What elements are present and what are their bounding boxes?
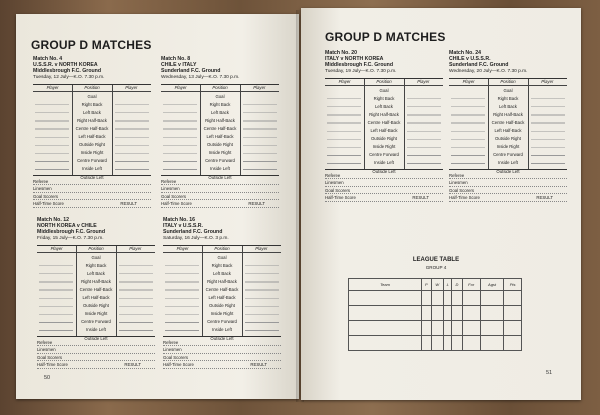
match-date: Saturday, 16 July—K.O. 3 p.m. [163, 235, 229, 241]
result-label: RESULT [248, 201, 265, 207]
position-label: Inside Left [498, 160, 518, 166]
position-label: Outside Left [372, 168, 396, 174]
position-label: Right Half-Back [77, 117, 107, 123]
match-ground: Middlesbrough F.C. Ground [37, 229, 106, 236]
referee-line: Referee [33, 178, 151, 186]
position-label: Centre Forward [369, 152, 399, 158]
goal-scorers-line: Goal Scorers [163, 354, 281, 362]
position-label: Outside Right [78, 142, 106, 148]
header-player: Player [176, 245, 189, 251]
position-label: Outside Right [208, 303, 236, 309]
half-time-label: Half-Time Score [33, 201, 64, 207]
header-position: Position [212, 84, 228, 90]
match-teams: CHILE v U.S.S.R. [449, 56, 491, 63]
position-label: Inside Right [80, 150, 104, 156]
position-label: Left Back [83, 109, 101, 115]
match-date: Tuesday, 12 July—K.O. 7.30 p.m. [33, 74, 105, 80]
linesmen-line: Linesmen [449, 179, 567, 187]
position-label: Inside Right [210, 311, 234, 317]
position-label: Left Half-Back [370, 128, 398, 134]
goal-scorers-line: Goal Scorers [161, 193, 279, 201]
player-lines[interactable] [451, 91, 485, 167]
position-label: Outside Left [496, 168, 520, 174]
league-table-title: LEAGUE TABLE [412, 257, 460, 263]
position-label: Inside Right [496, 144, 520, 150]
position-label: Inside Left [210, 166, 230, 172]
linesmen-line: Linesmen [37, 346, 155, 354]
match-date: Wednesday, 13 July—K.O. 7.30 p.m. [161, 74, 240, 80]
player-lines[interactable] [35, 97, 69, 173]
header-player: Player [174, 84, 187, 90]
table-row [349, 291, 522, 306]
table-row [349, 306, 522, 321]
header-player: Player [253, 84, 266, 90]
position-label: Inside Right [84, 311, 108, 317]
match-block [325, 50, 443, 202]
header-position: Position [88, 245, 104, 251]
position-label: Right Half-Back [81, 278, 111, 284]
half-time-label: Half-Time Score [449, 195, 480, 201]
header-player: Player [541, 78, 554, 84]
goal-scorers-line: Goal Scorers [33, 193, 151, 201]
half-time-label: Half-Time Score [163, 362, 194, 368]
col-drawn: D [452, 279, 462, 291]
match-number: Match No. 8 [161, 56, 191, 62]
position-label: Inside Left [86, 327, 106, 333]
goal-scorers-line: Goal Scorers [325, 187, 443, 195]
referee-line: Referee [449, 172, 567, 180]
position-label: Right Back [81, 101, 103, 107]
officials-section [161, 178, 279, 208]
position-label: Goal [217, 254, 227, 260]
position-label: Centre Half-Back [79, 286, 113, 292]
position-label: Left Back [87, 270, 105, 276]
position-label: Inside Left [374, 160, 394, 166]
referee-line: Referee [325, 172, 443, 180]
position-label: Right Half-Back [207, 278, 237, 284]
linesmen-line: Linesmen [325, 179, 443, 187]
header-player: Player [255, 245, 268, 251]
half-time-label: Half-Time Score [325, 195, 356, 201]
position-label: Centre Forward [81, 319, 111, 325]
page-title: GROUP D MATCHES [325, 30, 446, 44]
col-won: W [431, 279, 443, 291]
player-lines[interactable] [39, 258, 73, 334]
page-number: 50 [44, 375, 51, 381]
col-played: P [422, 279, 432, 291]
match-date: Friday, 15 July—K.O. 7.30 p.m. [37, 235, 104, 241]
half-time-label: Half-Time Score [37, 362, 68, 368]
position-label: Right Back [211, 262, 233, 268]
position-label: Left Back [375, 103, 393, 109]
match-block [449, 50, 567, 202]
referee-line: Referee [37, 339, 155, 347]
position-label: Goal [215, 93, 225, 99]
position-label: Centre Forward [493, 152, 523, 158]
linesmen-line: Linesmen [161, 185, 279, 193]
position-label: Right Back [85, 262, 107, 268]
player-lines[interactable] [119, 258, 153, 334]
header-player: Player [50, 245, 63, 251]
position-label: Outside Left [210, 335, 234, 341]
player-lines[interactable] [245, 258, 279, 334]
officials-section [449, 172, 567, 202]
result-label: RESULT [412, 195, 429, 201]
match-number: Match No. 4 [33, 56, 63, 62]
lineup-grid [33, 84, 151, 180]
lineup-grid [161, 84, 279, 180]
match-teams: CHILE v ITALY [161, 62, 197, 69]
player-lines[interactable] [165, 258, 199, 334]
header-player: Player [338, 78, 351, 84]
position-label: Centre Half-Back [203, 125, 237, 131]
header-player: Player [46, 84, 59, 90]
page-title: GROUP D MATCHES [31, 38, 152, 52]
position-label: Left Back [213, 270, 231, 276]
position-label: Outside Right [370, 136, 398, 142]
col-against: Agst [480, 279, 503, 291]
match-block [37, 217, 155, 369]
position-label: Centre Forward [205, 158, 235, 164]
position-label: Left Back [211, 109, 229, 115]
position-label: Outside Right [494, 136, 522, 142]
lineup-grid [37, 245, 155, 341]
position-label: Centre Half-Back [367, 119, 401, 125]
player-lines[interactable] [115, 97, 149, 173]
position-label: Right Half-Back [369, 111, 399, 117]
position-label: Goal [379, 87, 389, 93]
result-label: RESULT [124, 362, 141, 368]
match-number: Match No. 24 [449, 50, 481, 56]
position-label: Outside Right [82, 303, 110, 309]
match-teams: NORTH KOREA v CHILE [37, 223, 97, 230]
header-player: Player [125, 84, 138, 90]
header-player: Player [462, 78, 475, 84]
result-label: RESULT [536, 195, 553, 201]
header-position: Position [214, 245, 230, 251]
match-teams: ITALY v NORTH KOREA [325, 56, 384, 63]
match-teams: ITALY v U.S.S.R. [163, 223, 203, 230]
referee-line: Referee [163, 339, 281, 347]
match-block [163, 217, 281, 369]
table-row [349, 336, 522, 351]
player-lines[interactable] [407, 91, 441, 167]
position-label: Centre Half-Back [75, 125, 109, 131]
match-ground: Middlesbrough F.C. Ground [325, 62, 394, 69]
match-date: Tuesday, 19 July—K.O. 7.30 p.m. [325, 68, 397, 74]
linesmen-line: Linesmen [163, 346, 281, 354]
match-number: Match No. 20 [325, 50, 357, 56]
result-label: RESULT [120, 201, 137, 207]
position-label: Goal [503, 87, 513, 93]
match-ground: Sunderland F.C. Ground [161, 68, 221, 75]
goal-scorers-line: Goal Scorers [37, 354, 155, 362]
player-lines[interactable] [531, 91, 565, 167]
header-position: Position [84, 84, 100, 90]
position-label: Outside Left [208, 174, 232, 180]
match-ground: Sunderland F.C. Ground [163, 229, 223, 236]
match-teams: U.S.S.R. v NORTH KOREA [33, 62, 98, 69]
position-label: Right Back [209, 101, 231, 107]
position-label: Centre Forward [77, 158, 107, 164]
position-label: Left Half-Back [206, 134, 234, 140]
lineup-grid [325, 78, 443, 174]
match-ground: Sunderland F.C. Ground [449, 62, 509, 69]
officials-section [325, 172, 443, 202]
position-label: Left Half-Back [494, 128, 522, 134]
position-label: Right Half-Back [205, 117, 235, 123]
header-player: Player [417, 78, 430, 84]
player-lines[interactable] [163, 97, 197, 173]
referee-line: Referee [161, 178, 279, 186]
table-row [349, 321, 522, 336]
position-label: Left Half-Back [82, 295, 110, 301]
match-block [161, 56, 279, 208]
col-lost: L [444, 279, 452, 291]
position-label: Outside Right [206, 142, 234, 148]
position-label: Outside Left [80, 174, 104, 180]
player-lines[interactable] [327, 91, 361, 167]
position-label: Right Back [373, 95, 395, 101]
result-label: RESULT [250, 362, 267, 368]
position-label: Centre Half-Back [491, 119, 525, 125]
position-label: Left Back [499, 103, 517, 109]
lineup-grid [449, 78, 567, 174]
league-table [348, 278, 522, 351]
position-label: Right Back [497, 95, 519, 101]
header-position: Position [500, 78, 516, 84]
position-label: Inside Right [208, 150, 232, 156]
header-player: Player [129, 245, 142, 251]
position-label: Right Half-Back [493, 111, 523, 117]
position-label: Goal [91, 254, 101, 260]
header-position: Position [376, 78, 392, 84]
position-label: Inside Left [82, 166, 102, 172]
position-label: Inside Left [212, 327, 232, 333]
match-date: Wednesday, 20 July—K.O. 7.30 p.m. [449, 68, 528, 74]
position-label: Inside Right [372, 144, 396, 150]
col-for: For [462, 279, 480, 291]
officials-section [33, 178, 151, 208]
officials-section [37, 339, 155, 369]
match-block [33, 56, 151, 208]
league-table-group: GROUP 4 [425, 265, 447, 270]
position-label: Left Half-Back [78, 134, 106, 140]
page-number: 51 [546, 370, 553, 376]
goal-scorers-line: Goal Scorers [449, 187, 567, 195]
match-ground: Middlesbrough F.C. Ground [33, 68, 102, 75]
position-label: Centre Half-Back [205, 286, 239, 292]
position-label: Centre Forward [207, 319, 237, 325]
col-team: Team [349, 279, 422, 291]
position-label: Goal [87, 93, 97, 99]
linesmen-line: Linesmen [33, 185, 151, 193]
position-label: Left Half-Back [208, 295, 236, 301]
player-lines[interactable] [243, 97, 277, 173]
half-time-label: Half-Time Score [161, 201, 192, 207]
position-label: Outside Left [84, 335, 108, 341]
match-number: Match No. 16 [163, 217, 195, 223]
officials-section [163, 339, 281, 369]
match-number: Match No. 12 [37, 217, 69, 223]
col-points: Pts [504, 279, 522, 291]
lineup-grid [163, 245, 281, 341]
